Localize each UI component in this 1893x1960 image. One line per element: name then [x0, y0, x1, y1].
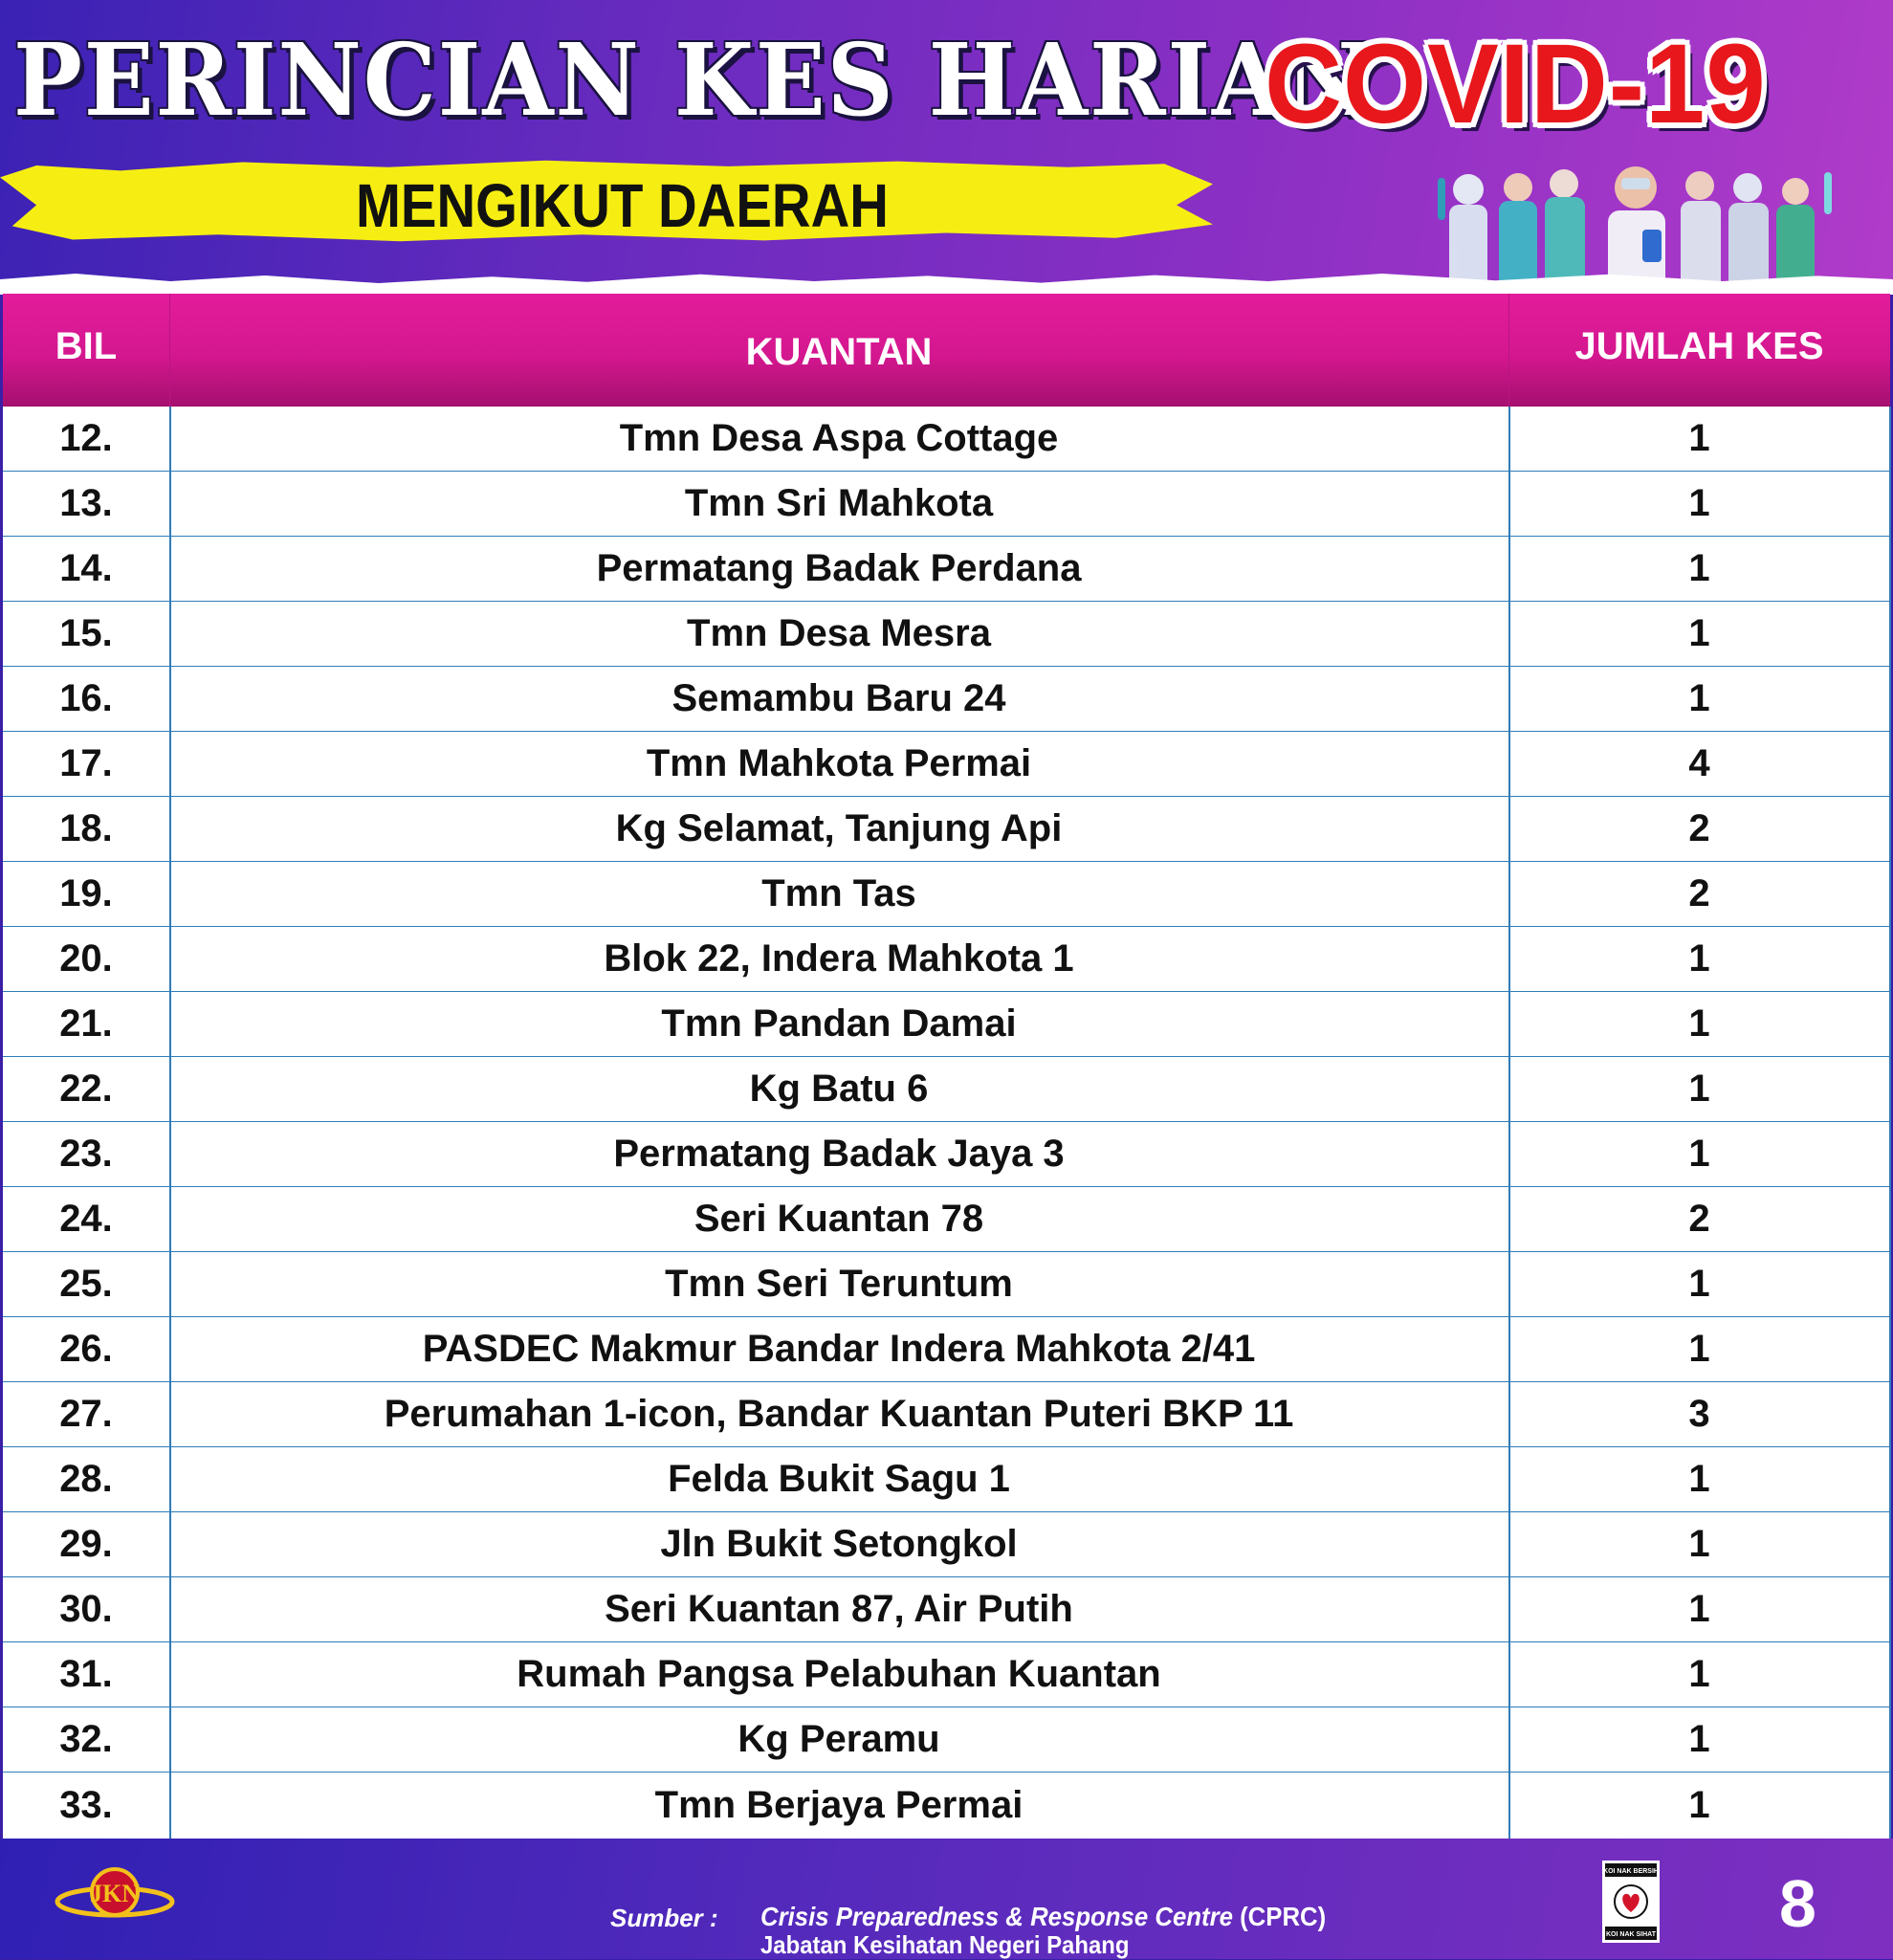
- row-location: Seri Kuantan 78: [693, 1198, 984, 1240]
- row-case-count: 2: [1688, 1198, 1710, 1240]
- koi-nak-sihat-logo: [1602, 1861, 1660, 1943]
- table-row: [3, 472, 1890, 537]
- row-location: Permatang Badak Perdana: [596, 547, 1082, 589]
- row-number: 12.: [59, 417, 113, 459]
- row-case-count: 1: [1688, 612, 1710, 654]
- healthcare-workers-illustration: [1430, 159, 1893, 295]
- table-row: [3, 1577, 1890, 1642]
- row-location: Blok 22, Indera Mahkota 1: [604, 937, 1074, 980]
- row-case-count: 1: [1688, 1133, 1710, 1175]
- row-number: 26.: [59, 1328, 113, 1370]
- table-row: [3, 1122, 1890, 1187]
- row-location: Semambu Baru 24: [671, 677, 1006, 719]
- row-number: 21.: [59, 1002, 113, 1045]
- row-case-count: 1: [1688, 1718, 1710, 1760]
- row-case-count: 2: [1688, 872, 1710, 914]
- row-location: Tmn Pandan Damai: [661, 1002, 1017, 1045]
- source-label: Sumber :: [610, 1904, 718, 1932]
- row-case-count: 1: [1688, 1523, 1710, 1565]
- source-line-2: Jabatan Kesihatan Negeri Pahang: [760, 1930, 1130, 1959]
- title-covid-accent: COVID-19: [1265, 21, 1767, 147]
- page-number: 8: [1779, 1866, 1816, 1941]
- row-case-count: 1: [1688, 1068, 1710, 1110]
- row-case-count: 2: [1688, 807, 1710, 849]
- row-number: 16.: [59, 677, 113, 719]
- row-case-count: 4: [1688, 742, 1710, 784]
- row-location: Tmn Tas: [761, 872, 916, 914]
- table-row: [3, 1773, 1890, 1838]
- row-number: 27.: [59, 1393, 113, 1435]
- row-case-count: 1: [1688, 937, 1710, 980]
- column-divider: [1508, 407, 1510, 1839]
- table-row: [3, 1252, 1890, 1317]
- table-row: [3, 1382, 1890, 1447]
- row-case-count: 1: [1688, 482, 1710, 524]
- row-number: 19.: [59, 872, 113, 914]
- row-number: 29.: [59, 1523, 113, 1565]
- row-number: 14.: [59, 547, 113, 589]
- row-case-count: 1: [1688, 1458, 1710, 1500]
- column-header-bil: BIL: [55, 325, 118, 367]
- jkn-logo: [54, 1865, 176, 1932]
- row-case-count: 1: [1688, 1588, 1710, 1630]
- source-line-1: [760, 1902, 1326, 1932]
- row-location: Felda Bukit Sagu 1: [668, 1458, 1010, 1500]
- row-case-count: 1: [1688, 1002, 1710, 1045]
- column-header-district: KUANTAN: [745, 331, 933, 373]
- table-row: [3, 407, 1890, 472]
- row-case-count: 1: [1688, 1328, 1710, 1370]
- table-row: [3, 1447, 1890, 1512]
- row-number: 33.: [59, 1783, 113, 1826]
- table-row: [3, 667, 1890, 732]
- row-location: Tmn Berjaya Permai: [654, 1783, 1024, 1826]
- page-subtitle: MENGIKUT DAERAH: [356, 171, 889, 240]
- svg-text:KOI NAK SIHAT: KOI NAK SIHAT: [1606, 1931, 1656, 1938]
- row-number: 23.: [59, 1133, 113, 1175]
- row-case-count: 1: [1688, 1653, 1710, 1695]
- header-banner: [0, 0, 1893, 295]
- row-case-count: 1: [1688, 677, 1710, 719]
- table-row: [3, 732, 1890, 797]
- row-number: 18.: [59, 807, 113, 849]
- row-location: Tmn Mahkota Permai: [646, 742, 1032, 784]
- row-number: 28.: [59, 1458, 113, 1500]
- table-row: [3, 862, 1890, 927]
- row-location: Jln Bukit Setongkol: [660, 1523, 1018, 1565]
- row-number: 13.: [59, 482, 113, 524]
- table-row: [3, 602, 1890, 667]
- row-case-count: 1: [1688, 1263, 1710, 1305]
- table-row: [3, 1512, 1890, 1577]
- row-location: Perumahan 1-icon, Bandar Kuantan Puteri BKP 11: [384, 1393, 1294, 1435]
- row-number: 30.: [59, 1588, 113, 1630]
- row-number: 17.: [59, 742, 113, 784]
- header-divider: [1508, 294, 1509, 407]
- table-row: [3, 537, 1890, 602]
- table-row: [3, 1707, 1890, 1773]
- source-abbreviation: (CPRC): [1232, 1902, 1327, 1931]
- table-row: [3, 1642, 1890, 1707]
- row-number: 24.: [59, 1198, 113, 1240]
- page-title: PERINCIAN KES HARIAN: [13, 21, 1371, 139]
- svg-text:JKN: JKN: [90, 1880, 140, 1907]
- row-number: 25.: [59, 1263, 113, 1305]
- row-number: 20.: [59, 937, 113, 980]
- row-location: Kg Peramu: [737, 1718, 940, 1760]
- table-row: [3, 1057, 1890, 1122]
- row-location: Tmn Desa Aspa Cottage: [619, 417, 1059, 459]
- table-row: [3, 1187, 1890, 1252]
- row-location: Tmn Seri Teruntum: [665, 1263, 1013, 1305]
- row-location: Permatang Badak Jaya 3: [613, 1133, 1065, 1175]
- row-location: Kg Selamat, Tanjung Api: [615, 807, 1063, 849]
- row-location: PASDEC Makmur Bandar Indera Mahkota 2/41: [422, 1328, 1256, 1370]
- table-row: [3, 797, 1890, 862]
- row-location: Kg Batu 6: [749, 1068, 929, 1110]
- table-row: [3, 1317, 1890, 1382]
- row-location: Tmn Desa Mesra: [687, 612, 991, 654]
- row-number: 22.: [59, 1068, 113, 1110]
- header-divider: [169, 294, 170, 407]
- row-case-count: 1: [1688, 417, 1710, 459]
- row-location: Rumah Pangsa Pelabuhan Kuantan: [517, 1653, 1161, 1695]
- svg-text:KOI NAK BERSIH: KOI NAK BERSIH: [1603, 1868, 1659, 1875]
- source-org: Crisis Preparedness & Response Centre: [760, 1902, 1233, 1931]
- column-header-case-count: JUMLAH KES: [1574, 325, 1824, 367]
- row-case-count: 1: [1688, 547, 1710, 589]
- table-row: [3, 992, 1890, 1057]
- row-location: Tmn Sri Mahkota: [684, 482, 994, 524]
- table-row: [3, 927, 1890, 992]
- row-location: Seri Kuantan 87, Air Putih: [605, 1588, 1073, 1630]
- row-case-count: 3: [1688, 1393, 1710, 1435]
- row-number: 31.: [59, 1653, 113, 1695]
- column-divider: [1889, 407, 1891, 1839]
- column-divider: [169, 407, 171, 1839]
- row-case-count: 1: [1688, 1783, 1710, 1826]
- row-number: 15.: [59, 612, 113, 654]
- row-number: 32.: [59, 1718, 113, 1760]
